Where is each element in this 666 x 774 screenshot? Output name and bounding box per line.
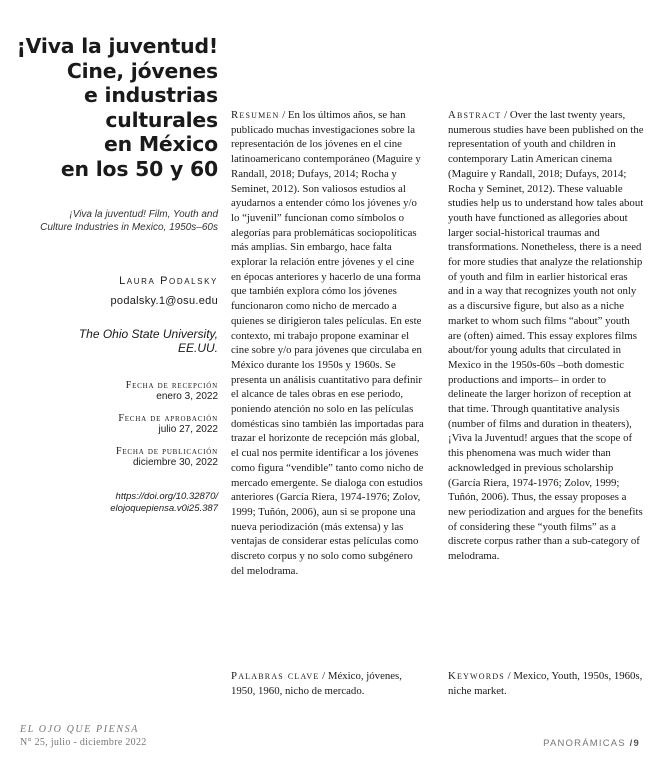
title-line: en los 50 y 60 [60, 156, 218, 181]
doi-line: https://doi.org/10.32870/ [115, 490, 218, 502]
front-matter [14, 34, 218, 515]
received-date [14, 380, 218, 403]
title-line: ¡Viva la juventud! [16, 34, 218, 58]
subtitle-line: Culture Industries in Mexico, 1950s–60s [40, 222, 218, 234]
affiliation-line: The Ohio State University, [78, 326, 218, 341]
doi-line: elojoquepiensa.v0i25.387 [110, 502, 218, 514]
published-date [14, 446, 218, 469]
date-value: julio 27, 2022 [158, 423, 218, 435]
doi-link[interactable] [14, 491, 218, 515]
keywords-en-text: Mexico, Youth, 1950s, 1960s, niche market. [448, 670, 643, 697]
approved-date [14, 413, 218, 436]
title-line: en México [103, 132, 218, 157]
date-label: Fecha de recepción [125, 379, 218, 391]
title-line: Cine, jóvenes [66, 58, 218, 83]
abstract-label: Abstract [448, 109, 502, 121]
subtitle-line: ¡Viva la juventud! Film, Youth and [69, 208, 218, 220]
date-label: Fecha de aprobación [118, 412, 218, 424]
keywords-separator: / [319, 670, 328, 682]
keywords-en [448, 669, 644, 698]
footer-journal [20, 724, 147, 748]
footer-section [543, 738, 640, 749]
keywords-en-label: Keywords [448, 670, 505, 682]
resumen-paragraph: Resumen / En los últimos años, se han publicado muchas investigaciones sobre la representación de los jóvenes en el cine latinoamericano contemporáneo (Maguire y Randall, 2018; Dufays, 2014; Rocha y Seminet, 2012). Son valiosos estudios al ayudarnos a entender cómo los jóvenes y/o lo “juvenil” funcionan como símbolos o alegorías para problemáticas sociopolíticas más amplias. Sin embargo, hace falta explorar la relación entre jóvenes y el cine en épocas anteriores y hacerlo de una forma que también explora cómo los jóvenes funcionaron como nicho de mercado a quienes se dirigieron tales películas. En este contexto, mi trabajo propone examinar el cine sobre y/o para jóvenes que circulaba en México durante los 1950s y 1960s. Se presenta un análisis cuantitativo para definir el alcance de tales obras en ese periodo, poniendo atención no solo en las películas domésticas sino también las importadas para trazar el horizonte de recepción más global, el cual nos permite identificar a los jóvenes como figura “vendible” tanto como nicho de mercado emergente. Se dialoga con estudios anteriores (García Riera, 1974-1976; Zolov, 1999; Tuñón, 2006), aun si se propone una nueva periodización (más extensa) y las ventajas de considerar estas películas como discreto corpus y no solo como subgénero del melodrama. [231, 109, 424, 577]
title-line: culturales [105, 107, 218, 132]
author-name: Laura Podalsky [119, 274, 218, 287]
keywords-es [231, 669, 427, 698]
abstract-text: Over the last twenty years, numerous studies have been published on the representation of youth and children in contemporary Latin American cinema (Maguire y Randall, 2018; Dufays, 2014; Rocha y Seminet, 2012). These valuable studies help us to understand how tales about youth have functioned as allegories about larger social-historical traumas and transformations. Nonetheless, there is a need for more studies that analyze the relationship of youth and film in earlier historical eras and in a way that recognizes youth not only as a discursive figure, but also as a niche market to whom such films “about” youth are (often) aimed. This essay explores films about/for young adults that circulated in Mexico in the 1950s-60s –both domestic productions and imports– in order to delineate the larger horizon of reception at that time. Through quantitative analysis (number of films and duration in theaters), ¡Viva la Juventud! argues that the scope of this phenomena was much wider than acknowledged in previous scholarship (García Riera, 1974-1976; Zolov, 1999; Tuñón, 2006). Thus, the essay proposes a new periodization and argues for the benefits of considering these “youth films” as a discrete corpus rather than a sub-category of melodrama. [448, 109, 644, 563]
keywords-es-label: Palabras clave [231, 670, 320, 682]
abstract-column [448, 108, 644, 564]
section-name: PANORÁMICAS [543, 738, 626, 749]
affiliation-line: EE.UU. [177, 341, 218, 356]
issue-info: N° 25, julio - diciembre 2022 [20, 737, 147, 748]
keywords-es-text: México, jóvenes, 1950, 1960, nicho de mercado. [231, 670, 402, 697]
article-title [14, 34, 218, 182]
title-line: e industrias [84, 83, 218, 108]
keywords-separator: / [504, 670, 514, 682]
english-subtitle [14, 208, 218, 235]
page-number: /9 [629, 738, 640, 749]
date-value: enero 3, 2022 [156, 390, 218, 402]
resumen-text: En los últimos años, se han publicado muchas investigaciones sobre la representación de los jóvenes en el cine latinoamericano contemporáneo (Maguire y Randall, 2018; Dufays, 2014; Rocha y Seminet, 2012). Son valiosos estudios al ayudarnos a entender cómo los jóvenes y/o lo “juvenil” funcionan como símbolos o alegorías para problemáticas sociopolíticas más amplias. Sin embargo, hace falta explorar la relación entre jóvenes y el cine en épocas anteriores y hacerlo de una forma que también explora cómo los jóvenes funcionaron como nicho de mercado a quienes se dirigieron tales películas. En este contexto, mi trabajo propone examinar el cine sobre y/o para jóvenes que circulaba en México durante los 1950s y 1960s. Se presenta un análisis cuantitativo para definir el alcance de tales obras en ese periodo, poniendo atención no solo en las películas domésticas sino también las importadas para trazar el horizonte de recepción más global, el cual nos permite identificar a los jóvenes como figura “vendible” tanto como nicho de mercado emergente. Se dialoga con estudios anteriores (García Riera, 1974-1976; Zolov, 1999; Tuñón, 2006), aun si se propone una nueva periodización (más extensa) y las ventajas de considerar estas películas como discreto corpus y no solo como subgénero del melodrama. [231, 109, 424, 577]
date-value: diciembre 30, 2022 [132, 456, 218, 468]
resumen-label: Resumen [231, 109, 280, 121]
author-email[interactable]: podalsky.1@osu.edu [110, 294, 218, 307]
abstract-paragraph: Abstract / Over the last twenty years, numerous studies have been published on the representation of youth and children in contemporary Latin American cinema (Maguire y Randall, 2018; Dufays, 2014; Rocha y Seminet, 2012). These valuable studies help us to understand how tales about youth have functioned as allegories about larger social-historical traumas and transformations. Nonetheless, there is a need for more studies that analyze the relationship of youth and film in earlier historical eras and in a way that recognizes youth not only as a discursive figure, but also as a niche market to whom such films “about” youth are (often) aimed. This essay explores films about/for young adults that circulated in Mexico in the 1950s-60s –both domestic productions and imports– in order to delineate the larger horizon of reception at that time. Through quantitative analysis (number of films and duration in theaters), ¡Viva la Juventud! argues that the scope of this phenomena was much wider than acknowledged in previous scholarship (García Riera, 1974-1976; Zolov, 1999; Tuñón, 2006). Thus, the essay proposes a new periodization and argues for the benefits of considering these “youth films” as a discrete corpus rather than a sub-category of melodrama. [448, 109, 644, 563]
date-label: Fecha de publicación [115, 445, 218, 457]
resumen-column [231, 108, 427, 579]
journal-name: EL OJO QUE PIENSA [20, 724, 139, 735]
author-affiliation [14, 327, 218, 356]
